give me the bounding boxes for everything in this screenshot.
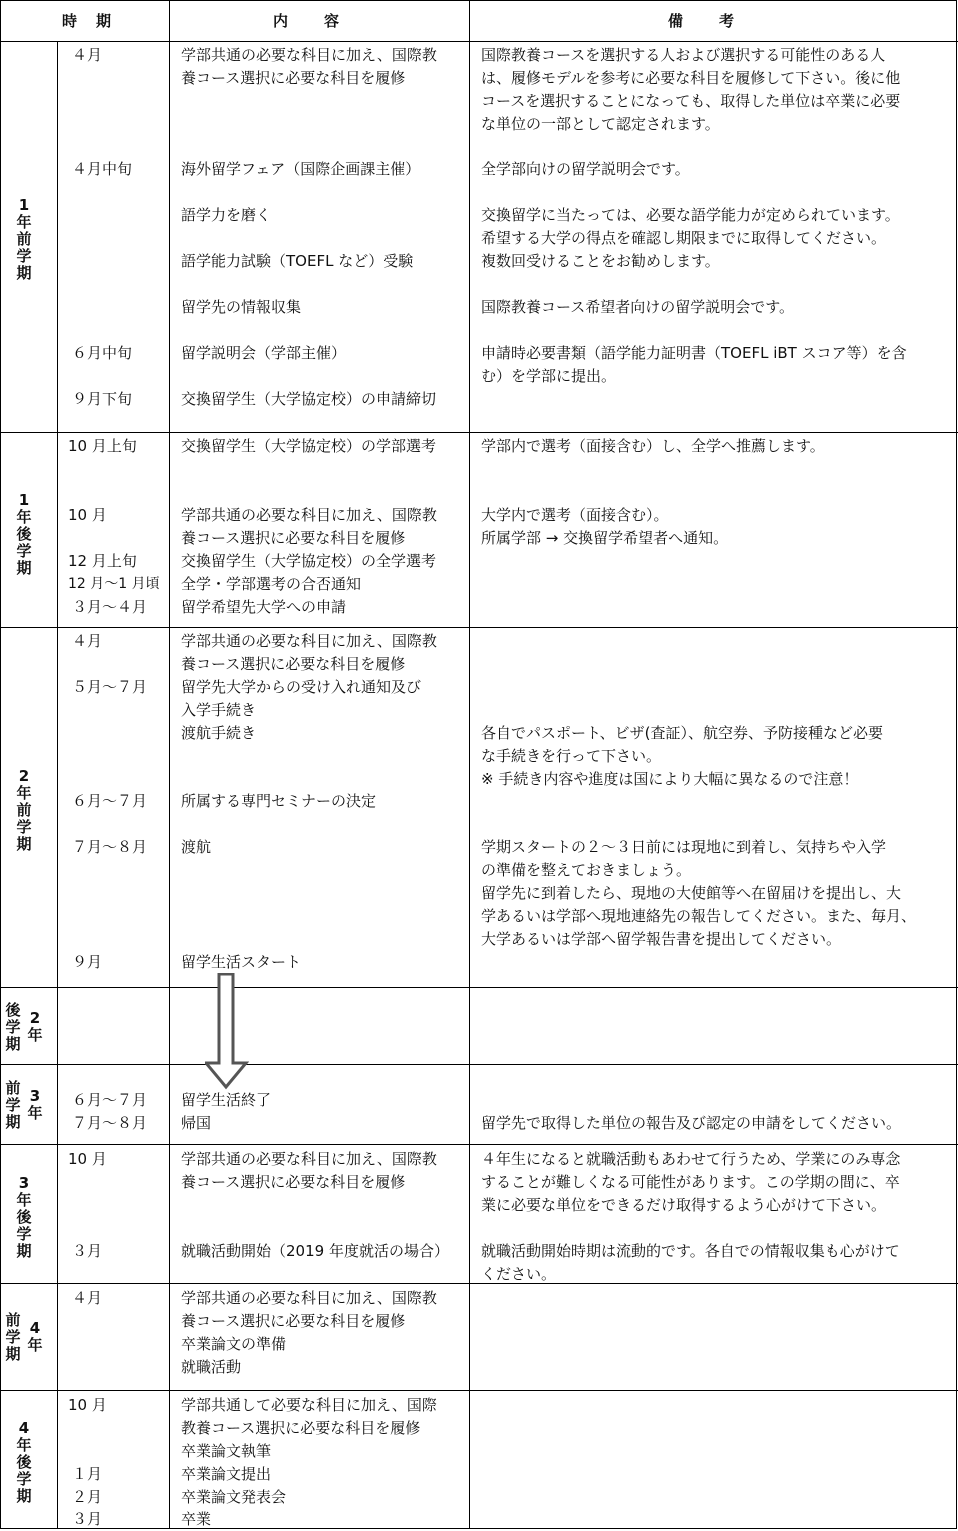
period-cell: 10 月上旬 bbox=[68, 437, 137, 455]
semester-label: 3年 bbox=[27, 1087, 43, 1122]
semester-label: 1年後学期 bbox=[16, 491, 32, 577]
column-divider-content bbox=[469, 0, 470, 1529]
content-cell: 帰国 bbox=[181, 1114, 212, 1132]
remarks-cell: 交換留学に当たっては、必要な語学能力が定められています。 希望する大学の得点を確認し期限までに取得してください。 bbox=[481, 206, 900, 247]
remarks-cell: 全学部向けの留学説明会です。 bbox=[481, 160, 690, 178]
content-cell: 留学生活終了 bbox=[181, 1091, 272, 1109]
period-cell: ６月中旬 bbox=[72, 344, 133, 362]
content-cell: 交換留学生（大学協定校）の学部選考 bbox=[181, 437, 437, 455]
semester-label: 2年 bbox=[27, 1009, 43, 1044]
content-cell: 語学力を磨く bbox=[181, 206, 272, 224]
content-cell: 学部共通の必要な科目に加え、国際教 養コース選択に必要な科目を履修 bbox=[181, 46, 437, 87]
period-cell: ９月 bbox=[72, 953, 103, 971]
semester-label: 1年前学期 bbox=[16, 196, 32, 282]
content-cell: 所属する専門セミナーの決定 bbox=[181, 792, 377, 810]
content-cell: 渡航 bbox=[181, 838, 212, 856]
row-divider bbox=[0, 1144, 958, 1145]
content-cell: 就職活動開始（2019 年度就活の場合） bbox=[181, 1242, 449, 1260]
period-cell: ６月～７月 bbox=[72, 792, 148, 810]
remarks-cell: 国際教養コース希望者向けの留学説明会です。 bbox=[481, 298, 795, 316]
remarks-cell: 大学内で選考（面接含む）。 所属学部 → 交換留学希望者へ通知。 bbox=[481, 506, 729, 547]
content-cell: 海外留学フェア（国際企画課主催） bbox=[181, 160, 421, 178]
period-cell: ２月 bbox=[72, 1488, 103, 1506]
period-cell: ６月～７月 bbox=[72, 1091, 148, 1109]
period-cell: ４月 bbox=[72, 46, 103, 64]
column-divider-period bbox=[169, 0, 170, 1529]
content-cell: 学部共通の必要な科目に加え、国際教 養コース選択に必要な科目を履修 bbox=[181, 1150, 437, 1191]
remarks-cell: 学部内で選考（面接含む）し、全学へ推薦します。 bbox=[481, 437, 825, 455]
content-cell: 学部共通の必要な科目に加え、国際教 養コース選択に必要な科目を履修 bbox=[181, 632, 437, 673]
header-content: 内 容 bbox=[273, 12, 342, 30]
content-cell: 学部共通の必要な科目に加え、国際教 養コース選択に必要な科目を履修 bbox=[181, 506, 437, 547]
period-cell: 12 月～1 月頃 bbox=[68, 576, 160, 592]
remarks-cell: 複数回受けることをお勧めします。 bbox=[481, 252, 720, 270]
content-cell: 学部共通して必要な科目に加え、国際 教養コース選択に必要な科目を履修 卒業論文執筆 bbox=[181, 1396, 437, 1460]
period-cell: 12 月上旬 bbox=[68, 552, 137, 570]
period-cell: ７月～８月 bbox=[72, 838, 148, 856]
content-cell: 留学説明会（学部主催） bbox=[181, 344, 347, 362]
remarks-cell: 就職活動開始時期は流動的です。各自での情報収集も心がけて ください。 bbox=[481, 1242, 900, 1283]
remarks-cell: 国際教養コースを選択する人および選択する可能性のある人 は、履修モデルを参考に必要な科目を履修して下さい。後に他 コースを選択することになっても、取得した単位は卒業に必要 な単位の一部として認定されます。 bbox=[481, 46, 901, 133]
header-period: 時 期 bbox=[62, 12, 114, 30]
period-cell: ４月 bbox=[72, 1289, 103, 1307]
content-cell: 渡航手続き bbox=[181, 724, 257, 742]
period-cell: ３月～４月 bbox=[72, 598, 148, 616]
remarks-cell: 各自でパスポート、ビザ(査証）、航空券、予防接種など必要 な手続きを行って下さい。 ※ 手続き内容や進度は国により大幅に異なるので注意！ bbox=[481, 724, 884, 788]
column-divider-semester bbox=[57, 42, 58, 1529]
content-cell: 全学・学部選考の合否通知 bbox=[181, 575, 362, 593]
content-cell: 留学希望先大学への申請 bbox=[181, 598, 347, 616]
header-remarks: 備 考 bbox=[668, 12, 737, 30]
semester-label: 4年後学期 bbox=[16, 1419, 32, 1505]
period-cell: 10 月 bbox=[68, 506, 107, 524]
period-cell: ３月 bbox=[72, 1510, 103, 1528]
semester-label: 3年後学期 bbox=[16, 1174, 32, 1260]
content-cell: 学部共通の必要な科目に加え、国際教 養コース選択に必要な科目を履修 卒業論文の準備 就職活動 bbox=[181, 1289, 437, 1376]
period-cell: ７月～８月 bbox=[72, 1114, 148, 1132]
semester-label: 前学期 bbox=[5, 1311, 21, 1363]
period-cell: ５月～７月 bbox=[72, 678, 148, 696]
content-cell: 留学先大学からの受け入れ通知及び 入学手続き bbox=[181, 678, 422, 719]
remarks-cell: ４年生になると就職活動もあわせて行うため、学業にのみ専念 することが難しくなる可能性があります。この学期の間に、卒 業に必要な単位をできるだけ取得するよう心がけて下さい。 bbox=[481, 1150, 901, 1214]
content-cell: 語学能力試験（TOEFL など）受験 bbox=[181, 252, 414, 270]
content-cell: 卒業 bbox=[181, 1510, 212, 1528]
content-cell: 卒業論文提出 bbox=[181, 1465, 272, 1483]
period-cell: ３月 bbox=[72, 1242, 103, 1260]
period-cell: 10 月 bbox=[68, 1396, 107, 1414]
row-divider bbox=[0, 627, 958, 628]
row-divider bbox=[0, 987, 958, 988]
row-divider bbox=[0, 1390, 958, 1391]
down-arrow-icon bbox=[205, 973, 249, 1090]
header-divider bbox=[0, 41, 958, 42]
content-cell: 交換留学生（大学協定校）の全学選考 bbox=[181, 552, 437, 570]
period-cell: １月 bbox=[72, 1465, 103, 1483]
period-cell: ９月下旬 bbox=[72, 390, 133, 408]
period-cell: ４月中旬 bbox=[72, 160, 133, 178]
period-cell: ４月 bbox=[72, 632, 103, 650]
period-cell: 10 月 bbox=[68, 1150, 107, 1168]
content-cell: 卒業論文発表会 bbox=[181, 1488, 287, 1506]
remarks-cell: 留学先で取得した単位の報告及び認定の申請をしてください。 bbox=[481, 1114, 902, 1132]
content-cell: 交換留学生（大学協定校）の申請締切 bbox=[181, 390, 437, 408]
semester-label: 2年前学期 bbox=[16, 767, 32, 853]
remarks-cell: 学期スタートの２～３日前には現地に到着し、気持ちや入学 の準備を整えておきましょう。 留学先に到着したら、現地の大使館等へ在留届けを提出し、大 学あるいは学部へ現地連絡先の報告してください。また、毎月、 大学あるいは学部へ留学報告書を提出してください。 bbox=[481, 838, 917, 948]
semester-label: 前学期 bbox=[5, 1079, 21, 1131]
semester-label: 4年 bbox=[27, 1319, 43, 1354]
content-cell: 留学生活スタート bbox=[181, 953, 302, 971]
row-divider bbox=[0, 432, 958, 433]
content-cell: 留学先の情報収集 bbox=[181, 298, 302, 316]
remarks-cell: 申請時必要書類（語学能力証明書（TOEFL iBT スコア等）を含 む）を学部に提出。 bbox=[481, 344, 907, 385]
semester-label: 後学期 bbox=[5, 1001, 21, 1053]
row-divider bbox=[0, 1064, 958, 1065]
